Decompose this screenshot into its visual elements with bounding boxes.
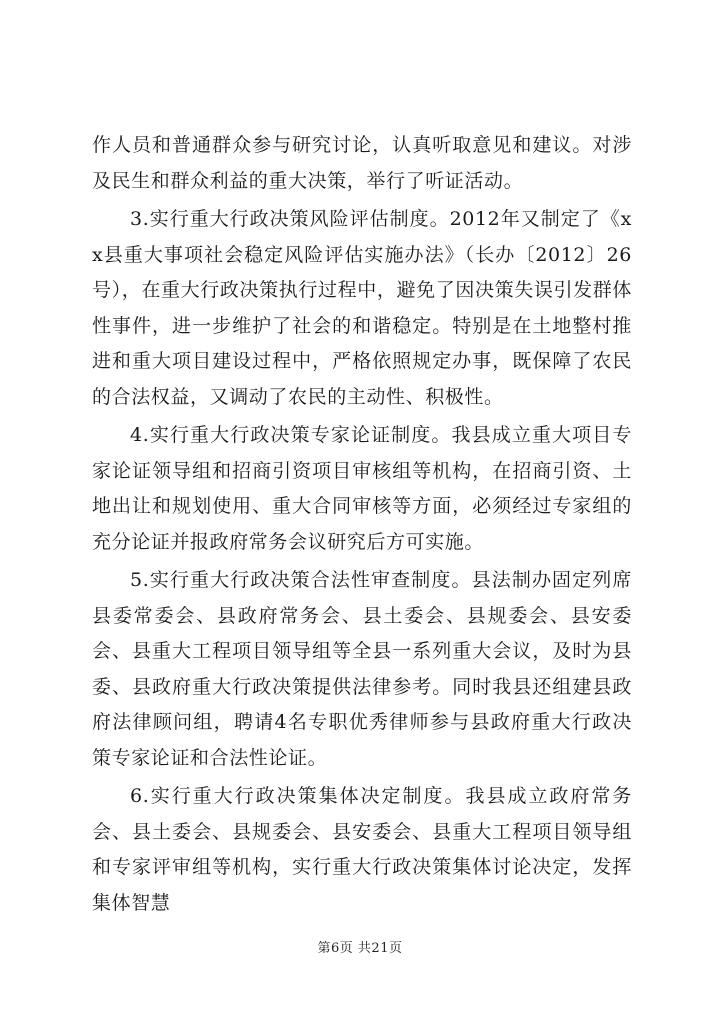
paragraph-item-6: 6.实行重大行政决策集体决定制度。我县成立政府常务会、县土委会、县规委会、县安委会、县重大工程项目领导组和专家评审组等机构，实行重大行政决策集体讨论决定，发挥集体智慧 xyxy=(92,785,632,914)
paragraph-continuation: 作人员和普通群众参与研究讨论，认真听取意见和建议。对涉及民生和群众利益的重大决策，举行了听证活动。 xyxy=(92,134,632,192)
paragraph-item-4: 4.实行重大行政决策专家论证制度。我县成立重大项目专家论证领导组和招商引资项目审核组等机构，在招商引资、土地出让和规划使用、重大合同审核等方面，必须经过专家组的充分论证并报政府常务会议研究后方可实施。 xyxy=(92,424,632,553)
document-body xyxy=(92,128,632,921)
paragraph-item-5: 5.实行重大行政决策合法性审查制度。县法制办固定列席县委常委会、县政府常务会、县土委会、县规委会、县安委会、县重大工程项目领导组等全县一系列重大会议，及时为县委、县政府重大行政决策提供法律参考。同时我县还组建县政府法律顾问组，聘请4名专职优秀律师参与县政府重大行政决策专家论证和合法性论证。 xyxy=(92,569,632,769)
paragraph-item-3: 3.实行重大行政决策风险评估制度。2012年又制定了《xx县重大事项社会稳定风险评估实施办法》（长办〔2012〕26号），在重大行政决策执行过程中，避免了因决策失误引发群体性事件，进一步维护了社会的和谐稳定。特别是在土地整村推进和重大项目建设过程中，严格依照规定办事，既保障了农民的合法权益，又调动了农民的主动性、积极性。 xyxy=(92,208,632,408)
page-number-footer: 第6页 共21页 xyxy=(317,941,403,956)
